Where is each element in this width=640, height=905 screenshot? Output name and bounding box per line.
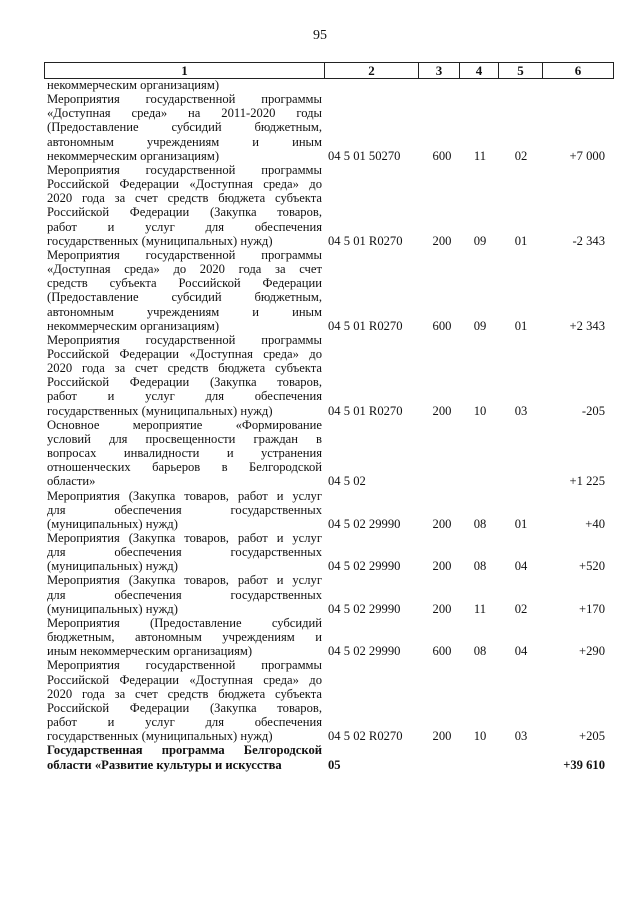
row-col-5: 01 — [514, 233, 528, 248]
row-description — [47, 92, 322, 163]
row-description — [47, 418, 322, 489]
description-line: (муниципальных) нужд) — [47, 516, 178, 531]
description-line: бюджетным, автономным учреждениям и — [47, 630, 322, 645]
row-code: 04 5 01 50270 — [328, 148, 401, 163]
row-code: 04 5 02 29990 — [328, 516, 401, 531]
row-amount: +205 — [579, 729, 605, 744]
description-line: Мероприятия (Закупка товаров, работ и услуг — [47, 573, 322, 588]
description-line: Российской Федерации (Закупка товаров, — [47, 700, 322, 715]
row-description — [47, 531, 322, 573]
row-col-5: 02 — [514, 148, 528, 163]
row-amount: +290 — [579, 644, 605, 659]
row-description — [47, 163, 322, 248]
header-col-2: 2 — [325, 63, 419, 78]
table-row — [47, 531, 609, 573]
description-line: (Предоставление субсидий бюджетным, — [47, 120, 322, 135]
description-line: «Доступная среда» на 2011-2020 годы — [47, 106, 322, 121]
description-line: для обеспечения государственных — [47, 587, 322, 602]
description-line: Мероприятия государственной программы — [47, 247, 322, 262]
header-col-3: 3 — [419, 63, 460, 78]
row-amount: +39 610 — [563, 757, 605, 772]
description-line: автономным учреждениям и иным — [47, 134, 322, 149]
description-line: некоммерческим организациям) — [47, 318, 220, 333]
row-amount: -2 343 — [572, 233, 605, 248]
table-row — [47, 743, 609, 771]
row-col-5: 01 — [514, 318, 528, 333]
description-line: «Доступная среда» до 2020 года за счет — [47, 262, 322, 277]
row-amount: +520 — [579, 559, 605, 574]
table-row — [47, 163, 609, 248]
row-description — [47, 78, 322, 92]
description-line: Государственная программа Белгородской — [47, 743, 322, 758]
table-row — [47, 418, 609, 489]
row-description — [47, 489, 322, 531]
table-row — [47, 658, 609, 743]
row-col-3: 200 — [432, 729, 452, 744]
row-code: 04 5 01 R0270 — [328, 233, 403, 248]
row-code: 04 5 01 R0270 — [328, 403, 403, 418]
row-col-3: 200 — [432, 233, 452, 248]
row-col-5: 04 — [514, 644, 528, 659]
table-row — [47, 248, 609, 333]
description-line: Мероприятия (Предоставление субсидий — [47, 615, 322, 630]
row-amount: +1 225 — [569, 474, 605, 489]
description-line: для обеспечения государственных — [47, 545, 322, 560]
row-col-4: 10 — [473, 729, 487, 744]
table-row — [47, 78, 609, 92]
table-body — [47, 78, 609, 772]
row-col-3: 200 — [432, 559, 452, 574]
row-description — [47, 573, 322, 615]
row-col-3: 200 — [432, 516, 452, 531]
row-col-4: 11 — [473, 601, 487, 616]
description-line: Российской Федерации «Доступная среда» до — [47, 672, 322, 687]
row-col-3: 600 — [432, 318, 452, 333]
description-line: Российской Федерации (Закупка товаров, — [47, 375, 322, 390]
row-amount: -205 — [581, 403, 605, 418]
row-code: 04 5 02 29990 — [328, 601, 401, 616]
description-line: Основное мероприятие «Формирование — [47, 417, 322, 432]
header-col-6: 6 — [574, 63, 582, 78]
description-line: работ и услуг для обеспечения — [47, 389, 322, 404]
description-line: (муниципальных) нужд) — [47, 559, 178, 574]
table-row — [47, 333, 609, 418]
description-line: 2020 года за счет средств бюджета субъекта — [47, 361, 322, 376]
row-code: 04 5 01 R0270 — [328, 318, 403, 333]
row-amount: +40 — [585, 516, 605, 531]
description-line: Мероприятия государственной программы — [47, 92, 322, 107]
description-line: области «Развитие культуры и искусства — [47, 757, 282, 772]
description-line: 2020 года за счет средств бюджета субъекта — [47, 191, 322, 206]
row-col-4: 08 — [473, 516, 487, 531]
description-line: для обеспечения государственных — [47, 502, 322, 517]
description-line: Мероприятия (Закупка товаров, работ и услуг — [47, 531, 322, 545]
description-line: Мероприятия (Закупка товаров, работ и услуг — [47, 488, 322, 503]
row-col-4: 11 — [473, 148, 487, 163]
description-line: некоммерческим организациям) — [47, 148, 220, 163]
description-line: автономным учреждениям и иным — [47, 304, 322, 319]
table-row — [47, 616, 609, 658]
row-code: 05 — [328, 757, 341, 772]
description-line: государственных (муниципальных) нужд) — [47, 729, 273, 744]
row-description — [47, 658, 322, 743]
description-line: (Предоставление субсидий бюджетным, — [47, 290, 322, 305]
row-col-3: 200 — [432, 403, 452, 418]
row-code: 04 5 02 29990 — [328, 559, 401, 574]
row-col-5: 01 — [514, 516, 528, 531]
description-line: (муниципальных) нужд) — [47, 601, 178, 616]
table-row — [47, 92, 609, 163]
description-line: Российской Федерации (Закупка товаров, — [47, 205, 322, 220]
description-line: некоммерческим организациям) — [47, 78, 220, 92]
row-amount: +7 000 — [569, 148, 605, 163]
description-line: вопросах инвалидности и устранения — [47, 446, 322, 461]
description-line: Российской Федерации «Доступная среда» до — [47, 177, 322, 192]
description-line: Российской Федерации «Доступная среда» до — [47, 346, 322, 361]
row-description — [47, 743, 322, 771]
table-header — [44, 62, 614, 79]
row-col-4: 08 — [473, 644, 487, 659]
description-line: работ и услуг для обеспечения — [47, 219, 322, 234]
description-line: государственных (муниципальных) нужд) — [47, 403, 273, 418]
description-line: работ и услуг для обеспечения — [47, 715, 322, 730]
row-description — [47, 616, 322, 658]
row-col-3: 600 — [432, 148, 452, 163]
row-col-5: 04 — [514, 559, 528, 574]
description-line: Мероприятия государственной программы — [47, 332, 322, 347]
row-col-3: 600 — [432, 644, 452, 659]
row-code: 04 5 02 29990 — [328, 644, 401, 659]
row-col-4: 08 — [473, 559, 487, 574]
row-col-4: 09 — [473, 318, 487, 333]
table-row — [47, 489, 609, 531]
description-line: области» — [47, 474, 96, 489]
row-code: 04 5 02 R0270 — [328, 729, 403, 744]
row-code: 04 5 02 — [328, 474, 366, 489]
description-line: Мероприятия государственной программы — [47, 162, 322, 177]
row-col-5: 03 — [514, 729, 528, 744]
description-line: Мероприятия государственной программы — [47, 658, 322, 673]
row-description — [47, 248, 322, 333]
table-row — [47, 573, 609, 615]
header-col-4: 4 — [460, 63, 499, 78]
description-line: 2020 года за счет средств бюджета субъекта — [47, 686, 322, 701]
description-line: государственных (муниципальных) нужд) — [47, 233, 273, 248]
row-description — [47, 333, 322, 418]
page-number: 95 — [313, 28, 327, 43]
description-line: средств субъекта Российской Федерации — [47, 276, 322, 291]
row-col-5: 02 — [514, 601, 528, 616]
row-amount: +2 343 — [569, 318, 605, 333]
header-col-1: 1 — [45, 63, 325, 78]
row-col-3: 200 — [432, 601, 452, 616]
row-amount: +170 — [579, 601, 605, 616]
row-col-4: 09 — [473, 233, 487, 248]
description-line: отношенческих барьеров в Белгородской — [47, 460, 322, 475]
description-line: иным некоммерческим организациям) — [47, 644, 253, 659]
header-col-5: 5 — [499, 63, 543, 78]
row-col-5: 03 — [514, 403, 528, 418]
description-line: условий для просвещенности граждан в — [47, 431, 322, 446]
row-col-4: 10 — [473, 403, 487, 418]
